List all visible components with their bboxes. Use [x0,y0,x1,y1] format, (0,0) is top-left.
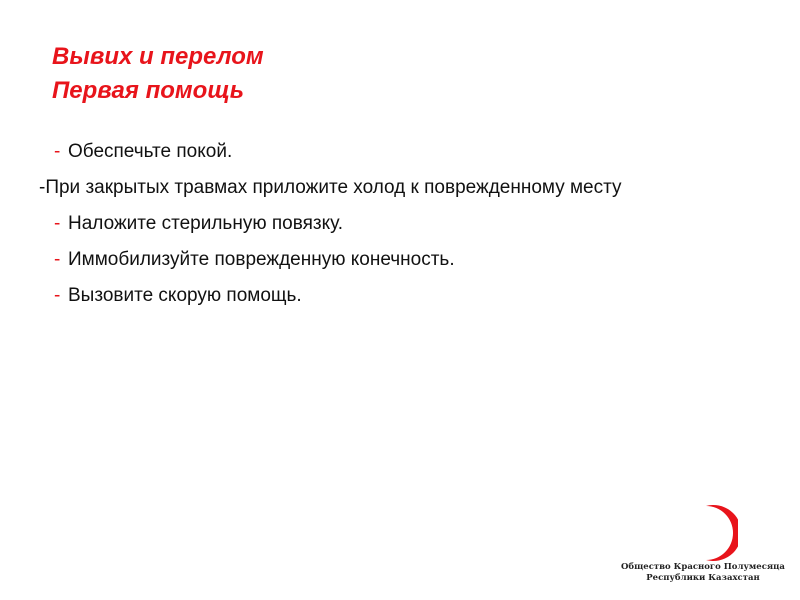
list-item [0,212,640,236]
title-line-1: Вывих и перелом [52,43,264,70]
list-item-text: При закрытых травмах приложите холод к поврежденному месту [45,177,622,198]
bullet-dash: - [54,213,61,234]
list-item-text: Иммобилизуйте поврежденную конечность. [68,249,455,270]
list-item-text: Наложите стерильную повязку. [68,213,343,234]
list-item-text: Обеспечьте покой. [68,141,233,162]
list-item [0,176,640,200]
crescent-shape [706,505,738,561]
red-crescent-logo [618,498,788,590]
logo-caption [618,562,788,584]
list-item [0,140,640,164]
bullet-dash: - [39,177,46,198]
instruction-list [0,140,640,320]
list-item [0,248,640,272]
bullet-dash: - [54,249,61,270]
title-line-2: Первая помощь [52,77,245,104]
red-crescent-icon [668,502,738,564]
slide-title [52,40,264,108]
list-item [0,284,640,308]
logo-line-2: Республики Казахстан [646,573,760,583]
bullet-dash: - [54,141,61,162]
bullet-dash: - [54,285,61,306]
list-item-text: Вызовите скорую помощь. [68,285,302,306]
logo-line-1: Общество Красного Полумесяца [621,562,785,572]
